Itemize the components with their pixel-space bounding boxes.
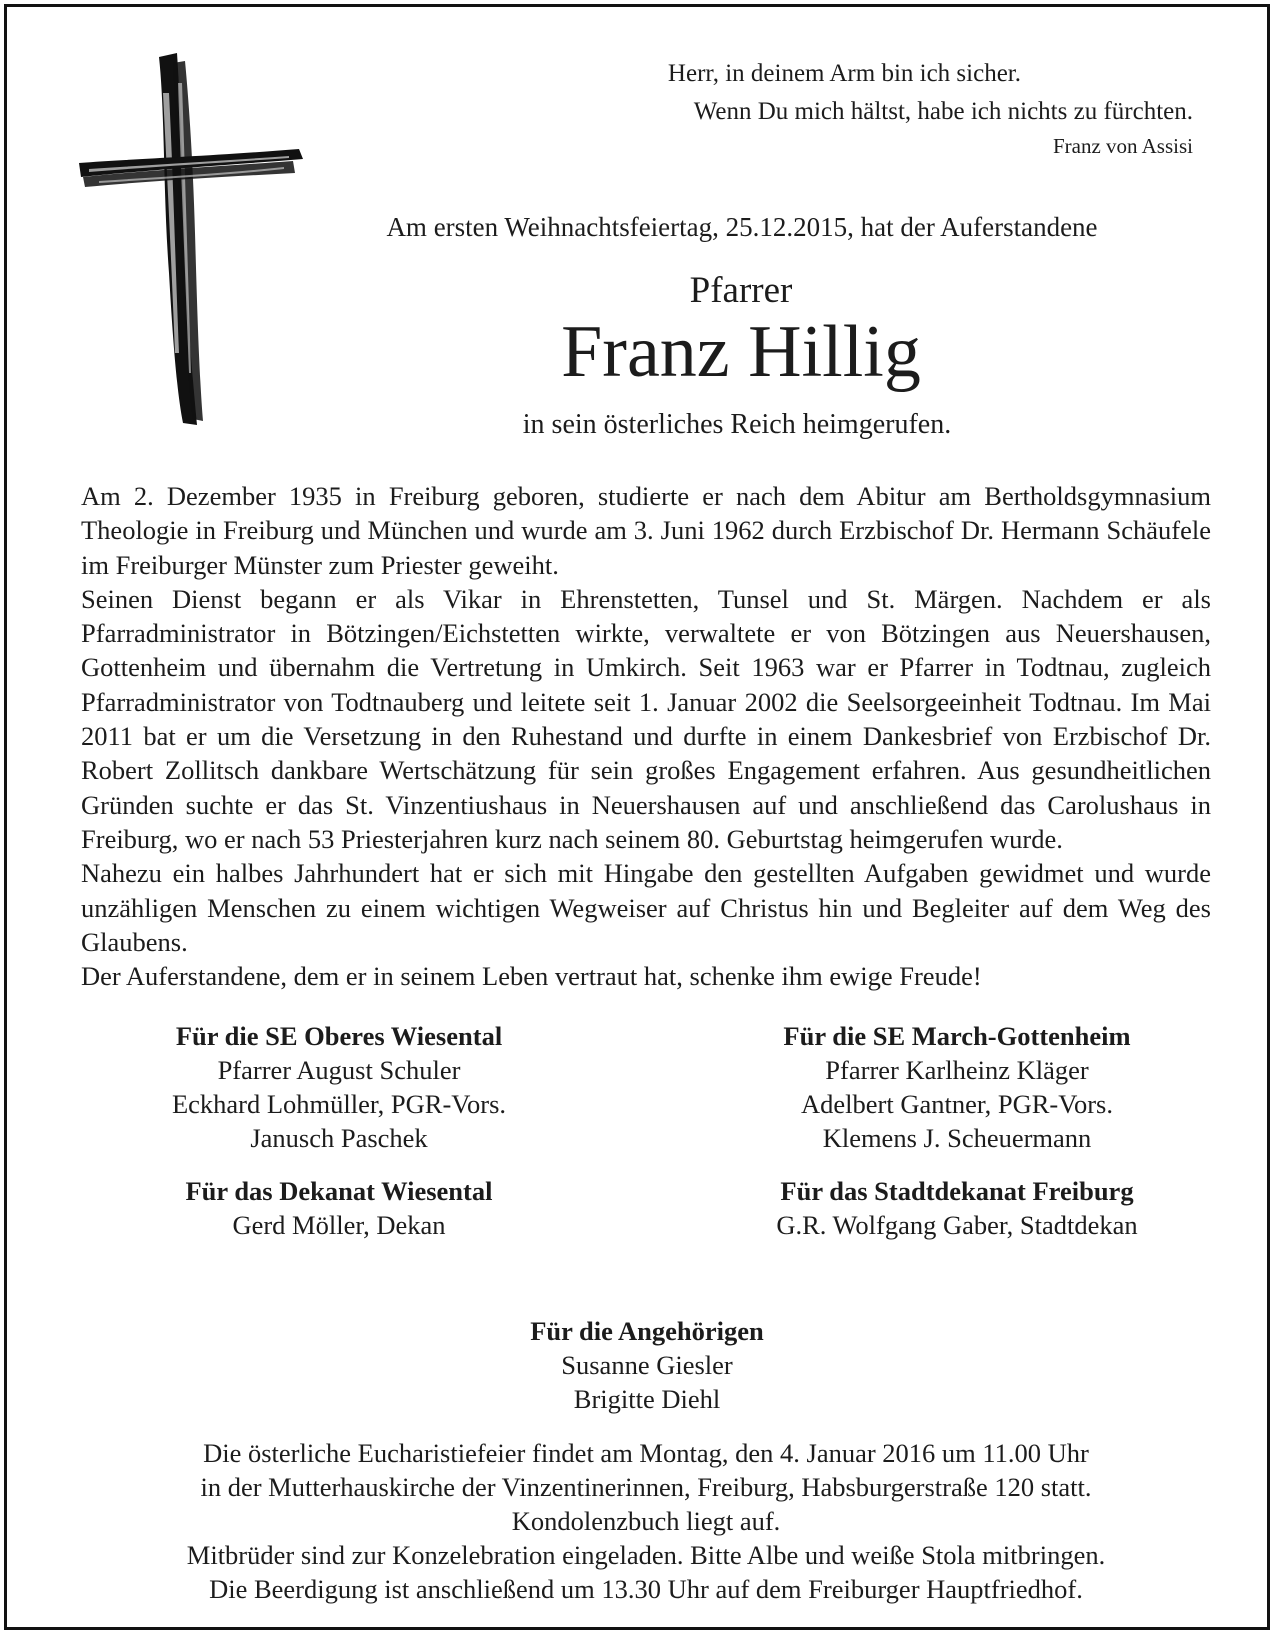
signature-heading: Für das Dekanat Wiesental <box>185 1176 493 1206</box>
service-line: in der Mutterhauskirche der Vinzentinerinnen, Freiburg, Habsburgerstraße 120 statt. <box>200 1472 1092 1502</box>
signature-se-march-gottenheim <box>697 1019 1217 1155</box>
biography-paragraph: Seinen Dienst begann er als Vikar in Ehrenstetten, Tunsel und St. Märgen. Nachdem er als Pfarradministrator in Bötzingen/Eichstetten wirkte, verwaltete er von Bötzingen aus Neuershausen, Gottenheim und übernahm die Vertretung in Umkirch. Seit 1963 war er Pfarrer in Todtnau, zugleich Pfarradministrator von Todtnauberg und leitete seit 1. Januar 2002 die Seelsorgeeinheit Todtnau. Im Mai 2011 bat er um die Versetzung in den Ruhestand und durfte in einem Dankesbrief von Erzbischof Dr. Robert Zollitsch dankbare Wertschätzung für sein großes Engagement erfahren. Aus gesundheitlichen Gründen suchte er das St. Vinzentiushaus in Neuershausen auf und anschließend das Carolushaus in Freiburg, wo er nach 53 Priesterjahren kurz nach seinem 80. Geburtstag heimgerufen wurde. <box>81 583 1211 854</box>
service-line: Mitbrüder sind zur Konzelebration eingeladen. Bitte Albe und weiße Stola mitbringen. <box>186 1540 1106 1570</box>
brushstroke-cross-icon <box>79 53 305 429</box>
service-information <box>81 1436 1211 1606</box>
signature-se-oberes-wiesental <box>79 1019 599 1155</box>
signature-name: Klemens J. Scheuermann <box>822 1123 1092 1153</box>
intro-line: Am ersten Weihnachtsfeiertag, 25.12.2015, hat der Auferstandene <box>386 212 1098 242</box>
service-line: Die österliche Eucharistiefeier findet am Montag, den 4. Januar 2016 um 11.00 Uhr <box>203 1438 1089 1468</box>
after-name-line: in sein österliches Reich heimgerufen. <box>522 409 952 440</box>
signature-name: Pfarrer Karlheinz Kläger <box>825 1055 1089 1085</box>
deceased-title: Pfarrer <box>689 270 793 311</box>
signature-heading: Für die SE Oberes Wiesental <box>175 1021 503 1051</box>
signature-name: G.R. Wolfgang Gaber, Stadtdekan <box>776 1210 1138 1240</box>
service-line: Kondolenzbuch liegt auf. <box>511 1506 781 1536</box>
signature-heading: Für die Angehörigen <box>530 1316 764 1346</box>
signature-dekanat-wiesental <box>79 1174 599 1242</box>
signature-heading: Für das Stadtdekanat Freiburg <box>780 1176 1134 1206</box>
signature-name: Janusch Paschek <box>250 1123 428 1153</box>
quote-line-2: Wenn Du mich hältst, habe ich nichts zu fürchten. <box>693 98 1193 125</box>
signature-name: Adelbert Gantner, PGR-Vors. <box>801 1089 1113 1119</box>
deceased-name: Franz Hillig <box>561 311 921 393</box>
signature-name: Pfarrer August Schuler <box>217 1055 461 1085</box>
biography-paragraph: Nahezu ein halbes Jahrhundert hat er sich mit Hingabe den gestellten Aufgaben gewidmet und wurde unzähligen Menschen zu einem wichtigen Wegweiser auf Christus hin und Begleiter auf dem Weg des Glaubens. <box>81 858 1211 957</box>
biography-paragraph: Am 2. Dezember 1935 in Freiburg geboren, studierte er nach dem Abitur am Bertholdsgymnasium Theologie in Freiburg und München und wurde am 3. Juni 1962 durch Erzbischof Dr. Hermann Schäufele im Freiburger Münster zum Priester geweiht. <box>81 481 1211 580</box>
quote-line-1: Herr, in deinem Arm bin ich sicher. <box>667 60 1021 87</box>
biography-paragraph: Der Auferstandene, dem er in seinem Leben vertraut hat, schenke ihm ewige Freude! <box>81 961 982 992</box>
signature-name: Gerd Möller, Dekan <box>232 1210 446 1240</box>
quote-author: Franz von Assisi <box>1052 134 1193 158</box>
signature-name: Susanne Giesler <box>561 1350 733 1380</box>
biography <box>81 479 1211 993</box>
obituary-frame <box>4 4 1270 1630</box>
signature-angehoerige <box>387 1314 907 1416</box>
service-line: Die Beerdigung ist anschließend um 13.30 Uhr auf dem Freiburger Hauptfriedhof. <box>209 1574 1083 1604</box>
signature-name: Eckhard Lohmüller, PGR-Vors. <box>171 1089 507 1119</box>
signature-name: Brigitte Diehl <box>573 1384 721 1414</box>
bible-quote <box>553 55 1193 161</box>
signature-heading: Für die SE March-Gottenheim <box>783 1021 1131 1051</box>
signature-stadtdekanat-freiburg <box>697 1174 1217 1242</box>
